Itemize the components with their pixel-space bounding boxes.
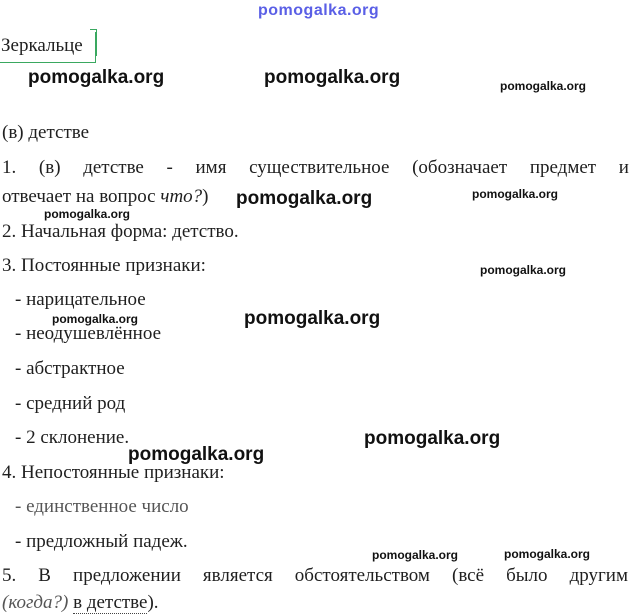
watermark: pomogalka.org — [236, 188, 373, 209]
feature-item: - единственное число — [15, 496, 189, 517]
feature-item: - 2 склонение. — [15, 427, 130, 448]
word: В — [38, 565, 51, 586]
word: 1. — [2, 157, 17, 178]
word: предложении — [73, 565, 181, 586]
word: имя — [195, 157, 227, 178]
watermark: pomogalka.org — [52, 312, 139, 326]
feature-item: - средний род — [15, 393, 126, 414]
question-word: что? — [160, 186, 203, 207]
word: было — [506, 565, 548, 586]
item-4: 4. Непостоянные признаки: — [2, 462, 225, 483]
item-5-line-1 — [2, 565, 628, 587]
feature-item: - нарицательное — [15, 289, 146, 310]
watermark: pomogalka.org — [128, 444, 265, 465]
item-2: 2. Начальная форма: детство. — [2, 221, 239, 242]
watermark: pomogalka.org — [364, 428, 501, 449]
underlined-phrase: в детстве — [73, 592, 148, 613]
question-word: (когда?) — [2, 592, 69, 613]
word: (всё — [452, 565, 485, 586]
watermark: pomogalka.org — [372, 548, 459, 562]
analyzed-word: (в) детстве — [2, 122, 90, 143]
item-1-line-2 — [2, 186, 209, 208]
word: (в) — [38, 157, 61, 178]
watermark: pomogalka.org — [480, 263, 567, 277]
title-highlight-corner — [90, 29, 97, 56]
word: - — [166, 157, 173, 178]
closing-paren: ) — [202, 186, 209, 207]
word: другим — [569, 565, 628, 586]
word: детстве — [83, 157, 144, 178]
watermark: pomogalka.org — [244, 308, 381, 329]
watermark: pomogalka.org — [504, 547, 591, 561]
item-1-line-1 — [2, 157, 629, 179]
page-title: Зеркальце — [1, 35, 83, 56]
watermark: pomogalka.org — [500, 79, 587, 93]
word: обстоятельством — [294, 565, 430, 586]
word: (обозначает — [412, 157, 508, 178]
feature-item: - предложный падеж. — [15, 531, 188, 552]
feature-item: - абстрактное — [15, 358, 125, 379]
item-3: 3. Постоянные признаки: — [2, 255, 206, 276]
feature-item: - неодушевлённое — [15, 323, 161, 344]
word: 5. — [2, 565, 17, 586]
watermark: pomogalka.org — [44, 207, 131, 221]
word: существительное — [249, 157, 390, 178]
word: и — [618, 157, 629, 178]
watermark: pomogalka.org — [264, 67, 401, 88]
closing-paren: ). — [147, 592, 159, 613]
word: предмет — [529, 157, 597, 178]
item-1-text: отвечает на вопрос — [2, 186, 161, 207]
word: является — [202, 565, 273, 586]
header-watermark: pomogalka.org — [258, 2, 380, 19]
watermark: pomogalka.org — [28, 67, 165, 88]
item-5-line-2 — [2, 592, 159, 614]
watermark: pomogalka.org — [472, 187, 559, 201]
